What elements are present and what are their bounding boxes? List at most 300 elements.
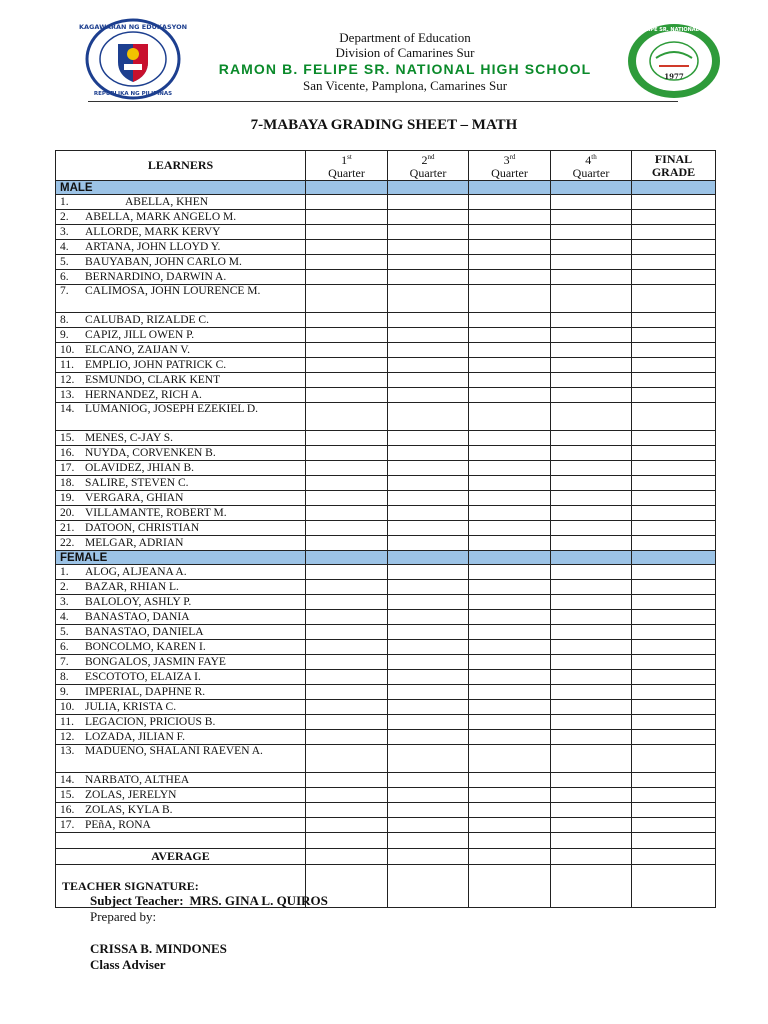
average-q4-cell[interactable] [551,849,632,865]
learner-q4-cell[interactable] [551,803,632,818]
learner-final-cell[interactable] [632,270,716,285]
learner-q3-cell[interactable] [469,685,551,700]
learner-name: ABELLA, MARK ANGELO M. [85,210,237,223]
average-q1-cell[interactable] [306,849,388,865]
learner-name: ESMUNDO, CLARK KENT [85,373,221,386]
quarter-1-suffix: st [347,153,352,161]
learner-q1-cell[interactable] [306,580,388,595]
learner-q2-cell[interactable] [388,240,469,255]
learner-q3-cell[interactable] [469,328,551,343]
learner-q2-cell[interactable] [388,730,469,745]
learner-name-cell [56,446,306,461]
learner-q4-cell[interactable] [551,358,632,373]
learner-q4-cell[interactable] [551,506,632,521]
quarter-4-num: 4 [585,153,592,167]
learner-name: EMPLIO, JOHN PATRICK C. [85,358,227,371]
learner-q1-cell[interactable] [306,803,388,818]
learner-q2-cell[interactable] [388,685,469,700]
learner-name-cell [56,818,306,833]
learner-row [56,403,716,431]
learner-q1-cell[interactable] [306,491,388,506]
learner-q3-cell[interactable] [469,730,551,745]
average-label: AVERAGE [56,849,306,865]
school-seal-logo [608,22,740,100]
learner-q3-cell[interactable] [469,610,551,625]
learner-q4-cell[interactable] [551,403,632,431]
learner-q3-cell[interactable] [469,313,551,328]
learner-number: 2. [60,210,69,223]
learner-q2-cell[interactable] [388,313,469,328]
learner-q1-cell[interactable] [306,715,388,730]
learner-final-cell[interactable] [632,685,716,700]
learner-q1-cell[interactable] [306,670,388,685]
learner-q1-cell[interactable] [306,521,388,536]
learner-q3-cell[interactable] [469,373,551,388]
learner-number: 8. [60,313,69,326]
learner-number: 5. [60,255,69,268]
learner-q1-cell[interactable] [306,240,388,255]
learner-q3-cell[interactable] [469,655,551,670]
learner-q4-cell[interactable] [551,715,632,730]
learner-q1-cell[interactable] [306,685,388,700]
learner-name: BANASTAO, DANIA [85,610,190,623]
learner-q2-cell[interactable] [388,358,469,373]
learner-final-cell[interactable] [632,803,716,818]
quarter-4-header [551,151,632,181]
learner-q3-cell[interactable] [469,446,551,461]
learner-number: 20. [60,506,75,519]
quarter-1-label: Quarter [328,166,365,180]
learner-name-cell [56,373,306,388]
learner-q1-cell[interactable] [306,625,388,640]
learner-q2-cell[interactable] [388,565,469,580]
learner-name: LEGACION, PRICIOUS B. [85,715,216,728]
learner-number: 13. [60,388,75,401]
average-final-cell[interactable] [632,849,716,865]
learner-q4-cell[interactable] [551,536,632,551]
learner-name-cell [56,803,306,818]
learner-q1-cell[interactable] [306,700,388,715]
learner-q2-cell[interactable] [388,373,469,388]
learner-name: LOZADA, JILIAN F. [85,730,186,743]
learner-q4-cell[interactable] [551,313,632,328]
subject-teacher-name: MRS. GINA L. QUIROS [189,893,328,908]
learner-q1-cell[interactable] [306,343,388,358]
learner-q4-cell[interactable] [551,373,632,388]
class-adviser-name: CRISSA B. MINDONES [90,941,227,956]
learner-number: 12. [60,373,75,386]
learner-q1-cell[interactable] [306,565,388,580]
learner-q2-cell[interactable] [388,270,469,285]
learner-q2-cell[interactable] [388,328,469,343]
learner-q1-cell[interactable] [306,431,388,446]
learner-q1-cell[interactable] [306,476,388,491]
learner-q3-cell[interactable] [469,818,551,833]
learner-q2-cell[interactable] [388,640,469,655]
signature-q2-cell[interactable] [388,865,469,908]
learner-name-cell [56,388,306,403]
learner-q1-cell[interactable] [306,461,388,476]
learner-q2-cell[interactable] [388,818,469,833]
learner-q2-cell[interactable] [388,580,469,595]
learner-q4-cell[interactable] [551,565,632,580]
learner-q1-cell[interactable] [306,595,388,610]
learner-q1-cell[interactable] [306,655,388,670]
learner-q3-cell[interactable] [469,773,551,788]
learner-q4-cell[interactable] [551,670,632,685]
learner-q4-cell[interactable] [551,491,632,506]
learner-name-cell [56,745,306,773]
learner-q4-cell[interactable] [551,685,632,700]
learner-final-cell[interactable] [632,446,716,461]
learner-q4-cell[interactable] [551,700,632,715]
learner-q4-cell[interactable] [551,773,632,788]
learner-q4-cell[interactable] [551,328,632,343]
learner-q4-cell[interactable] [551,255,632,270]
learner-name-cell [56,640,306,655]
average-q3-cell[interactable] [469,849,551,865]
learner-row [56,491,716,506]
learner-final-cell[interactable] [632,730,716,745]
learner-final-cell[interactable] [632,240,716,255]
learner-q2-cell[interactable] [388,506,469,521]
learner-q3-cell[interactable] [469,788,551,803]
learner-q2-cell[interactable] [388,491,469,506]
letterhead-text [190,30,620,94]
learner-q2-cell[interactable] [388,210,469,225]
learner-q2-cell[interactable] [388,595,469,610]
learner-final-cell[interactable] [632,358,716,373]
learner-row [56,210,716,225]
learner-q2-cell[interactable] [388,536,469,551]
learner-q1-cell[interactable] [306,788,388,803]
learner-q4-cell[interactable] [551,195,632,210]
learner-q4-cell[interactable] [551,595,632,610]
learner-final-cell[interactable] [632,476,716,491]
learner-q4-cell[interactable] [551,730,632,745]
learner-q3-cell[interactable] [469,285,551,313]
learner-q3-cell[interactable] [469,521,551,536]
learner-q2-cell[interactable] [388,610,469,625]
learner-q4-cell[interactable] [551,521,632,536]
learner-q1-cell[interactable] [306,610,388,625]
learner-row [56,536,716,551]
learner-q1-cell[interactable] [306,506,388,521]
learner-q3-cell[interactable] [469,343,551,358]
school-address: San Vicente, Pamplona, Camarines Sur [302,78,508,93]
learner-q1-cell[interactable] [306,255,388,270]
learner-final-cell[interactable] [632,343,716,358]
learner-final-cell[interactable] [632,625,716,640]
learner-q2-cell[interactable] [388,670,469,685]
learner-q3-cell[interactable] [469,640,551,655]
learner-final-cell[interactable] [632,655,716,670]
learner-number: 14. [60,403,75,415]
learner-q3-cell[interactable] [469,670,551,685]
learner-q3-cell[interactable] [469,431,551,446]
learner-name: ARTANA, JOHN LLOYD Y. [85,240,221,253]
learner-q3-cell[interactable] [469,565,551,580]
learner-number: 5. [60,625,69,638]
learner-final-cell[interactable] [632,285,716,313]
learner-name: ESCOTOTO, ELAIZA I. [85,670,201,683]
learner-q2-cell[interactable] [388,773,469,788]
learner-q2-cell[interactable] [388,403,469,431]
learner-final-cell[interactable] [632,491,716,506]
learner-final-cell[interactable] [632,313,716,328]
learner-final-cell[interactable] [632,210,716,225]
learner-q3-cell[interactable] [469,461,551,476]
learner-q1-cell[interactable] [306,730,388,745]
learner-q4-cell[interactable] [551,745,632,773]
learner-name: NUYDA, CORVENKEN B. [85,446,216,459]
deped-seal-text-bottom: REPUBLIKA NG PILIPINAS [93,91,173,97]
learner-q3-cell[interactable] [469,536,551,551]
school-seal-text: RAMON B. FELIPE SR. NATIONAL HIGH SCHOOL [608,27,740,33]
learner-q4-cell[interactable] [551,270,632,285]
signature-q4-cell[interactable] [551,865,632,908]
learner-final-cell[interactable] [632,670,716,685]
final-grade-line2: GRADE [651,164,696,179]
learner-name: SALIRE, STEVEN C. [85,476,189,489]
learner-q3-cell[interactable] [469,700,551,715]
learner-name-cell [56,685,306,700]
learner-q2-cell[interactable] [388,225,469,240]
grading-table-body [56,181,716,908]
average-q2-cell[interactable] [388,849,469,865]
quarter-3-suffix: rd [509,153,516,161]
grading-table [55,150,716,908]
learner-q4-cell[interactable] [551,285,632,313]
female-section-cell [469,551,551,565]
learner-q4-cell[interactable] [551,446,632,461]
learner-q1-cell[interactable] [306,313,388,328]
learner-final-cell[interactable] [632,580,716,595]
learner-q4-cell[interactable] [551,610,632,625]
learner-final-cell[interactable] [632,700,716,715]
learner-row [56,343,716,358]
learner-q2-cell[interactable] [388,803,469,818]
quarter-3-label: Quarter [491,166,528,180]
learner-final-cell[interactable] [632,225,716,240]
learner-final-cell[interactable] [632,595,716,610]
learner-q2-cell[interactable] [388,446,469,461]
learner-row [56,358,716,373]
learner-final-cell[interactable] [632,255,716,270]
learner-q2-cell[interactable] [388,788,469,803]
letterhead [0,0,768,110]
learner-q2-cell[interactable] [388,195,469,210]
female-section-cell [551,551,632,565]
learner-q2-cell[interactable] [388,285,469,313]
learner-final-cell[interactable] [632,195,716,210]
female-section-row [56,551,716,565]
learner-q4-cell[interactable] [551,343,632,358]
learner-name-cell [56,195,306,210]
learner-final-cell[interactable] [632,388,716,403]
learner-q1-cell[interactable] [306,225,388,240]
learner-q3-cell[interactable] [469,270,551,285]
learner-name: ABELLA, KHEN [125,195,209,208]
learner-name: CALIMOSA, JOHN LOURENCE M. [85,285,261,297]
learner-q3-cell[interactable] [469,580,551,595]
learner-q1-cell[interactable] [306,195,388,210]
learner-number: 16. [60,803,75,816]
learner-q3-cell[interactable] [469,403,551,431]
learner-q3-cell[interactable] [469,255,551,270]
learner-q4-cell[interactable] [551,580,632,595]
learner-q1-cell[interactable] [306,210,388,225]
learner-q1-cell[interactable] [306,358,388,373]
learner-q3-cell[interactable] [469,506,551,521]
learner-final-cell[interactable] [632,536,716,551]
signature-q3-cell[interactable] [469,865,551,908]
subject-teacher-line [90,893,328,909]
learner-final-cell[interactable] [632,431,716,446]
learner-q3-cell[interactable] [469,225,551,240]
learner-q3-cell[interactable] [469,195,551,210]
learner-q2-cell[interactable] [388,521,469,536]
learner-name-cell [56,358,306,373]
learner-row [56,700,716,715]
female-section-label: FEMALE [56,551,306,565]
learner-q4-cell[interactable] [551,461,632,476]
subject-teacher-label: Subject Teacher: [90,893,184,908]
learner-q1-cell[interactable] [306,446,388,461]
learner-row [56,818,716,833]
learner-number: 22. [60,536,75,549]
male-section-cell [388,181,469,195]
learner-number: 8. [60,670,69,683]
learner-q1-cell[interactable] [306,536,388,551]
learner-final-cell[interactable] [632,373,716,388]
learner-row [56,610,716,625]
learner-q1-cell[interactable] [306,388,388,403]
learner-q4-cell[interactable] [551,210,632,225]
learner-q1-cell[interactable] [306,403,388,431]
learner-q2-cell[interactable] [388,715,469,730]
learner-q3-cell[interactable] [469,715,551,730]
learner-q3-cell[interactable] [469,595,551,610]
learner-final-cell[interactable] [632,565,716,580]
learner-final-cell[interactable] [632,640,716,655]
learner-q1-cell[interactable] [306,328,388,343]
learner-q2-cell[interactable] [388,255,469,270]
learner-name: PEñA, RONA [85,818,151,831]
learner-row [56,373,716,388]
quarter-3-header [469,151,551,181]
learner-q1-cell[interactable] [306,745,388,773]
blank-cell [632,833,716,849]
learner-q2-cell[interactable] [388,625,469,640]
learner-name: BANASTAO, DANIELA [85,625,204,638]
learner-q2-cell[interactable] [388,431,469,446]
learner-q4-cell[interactable] [551,388,632,403]
learner-q3-cell[interactable] [469,803,551,818]
learner-name-cell [56,476,306,491]
learner-q2-cell[interactable] [388,476,469,491]
signature-final-cell[interactable] [632,865,716,908]
learner-final-cell[interactable] [632,745,716,773]
learner-row [56,773,716,788]
learner-final-cell[interactable] [632,506,716,521]
learner-q3-cell[interactable] [469,491,551,506]
male-section-cell [632,181,716,195]
male-section-cell [551,181,632,195]
learner-q3-cell[interactable] [469,240,551,255]
male-section-row [56,181,716,195]
learner-q4-cell[interactable] [551,788,632,803]
learner-final-cell[interactable] [632,403,716,431]
learner-q1-cell[interactable] [306,773,388,788]
learner-final-cell[interactable] [632,715,716,730]
learner-name: OLAVIDEZ, JHIAN B. [85,461,195,474]
blank-cell [56,833,306,849]
learner-q3-cell[interactable] [469,388,551,403]
learner-final-cell[interactable] [632,788,716,803]
learner-q3-cell[interactable] [469,745,551,773]
learner-name: DATOON, CHRISTIAN [85,521,200,534]
learner-q3-cell[interactable] [469,358,551,373]
learner-final-cell[interactable] [632,818,716,833]
class-adviser-role: Class Adviser [90,957,166,972]
learner-q2-cell[interactable] [388,700,469,715]
learner-q1-cell[interactable] [306,373,388,388]
learner-number: 6. [60,640,69,653]
learner-final-cell[interactable] [632,773,716,788]
learner-q4-cell[interactable] [551,431,632,446]
learner-q1-cell[interactable] [306,285,388,313]
learner-q2-cell[interactable] [388,745,469,773]
learner-number: 9. [60,685,69,698]
learner-q2-cell[interactable] [388,461,469,476]
deped-seal-logo [78,18,188,100]
learner-row [56,446,716,461]
learner-q3-cell[interactable] [469,476,551,491]
learner-q4-cell[interactable] [551,476,632,491]
learner-q2-cell[interactable] [388,388,469,403]
learner-row [56,313,716,328]
learner-name: MENES, C-JAY S. [85,431,173,444]
learner-q4-cell[interactable] [551,818,632,833]
blank-row [56,833,716,849]
blank-cell [469,833,551,849]
learner-final-cell[interactable] [632,328,716,343]
learner-row [56,521,716,536]
learner-number: 18. [60,476,75,489]
quarter-1-num: 1 [341,153,348,167]
learner-q3-cell[interactable] [469,210,551,225]
learner-final-cell[interactable] [632,610,716,625]
learner-q4-cell[interactable] [551,225,632,240]
learner-final-cell[interactable] [632,461,716,476]
learner-q4-cell[interactable] [551,655,632,670]
learner-q2-cell[interactable] [388,343,469,358]
learner-name-cell [56,715,306,730]
learner-q2-cell[interactable] [388,655,469,670]
learner-q4-cell[interactable] [551,625,632,640]
learner-q4-cell[interactable] [551,240,632,255]
learner-q1-cell[interactable] [306,818,388,833]
learner-q1-cell[interactable] [306,640,388,655]
learner-q3-cell[interactable] [469,625,551,640]
final-grade-line1: FINAL [654,151,693,166]
learner-row [56,580,716,595]
learner-q1-cell[interactable] [306,270,388,285]
learner-q4-cell[interactable] [551,640,632,655]
learner-name: IMPERIAL, DAPHNE R. [85,685,206,698]
learner-final-cell[interactable] [632,521,716,536]
